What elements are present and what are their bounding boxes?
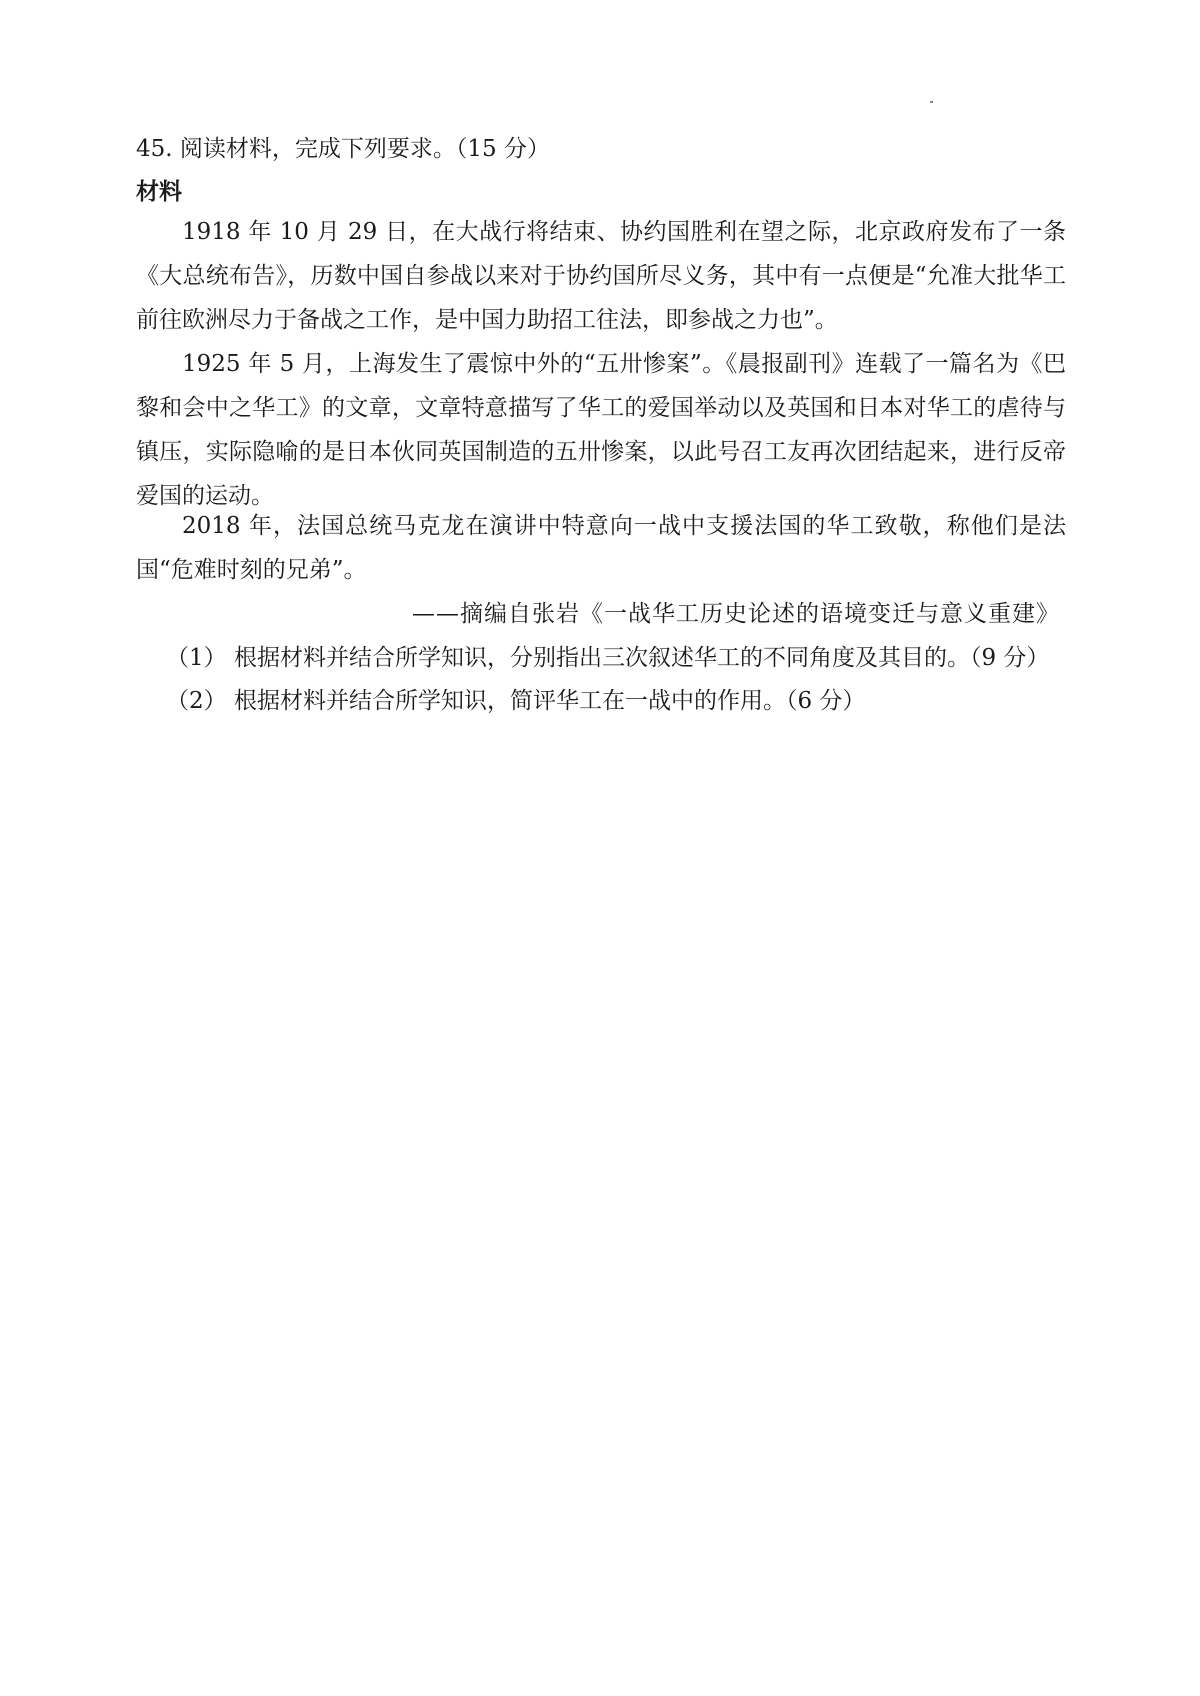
material-paragraph-2: 1925 年 5 月，上海发生了震惊中外的“五卅惨案”。《晨报副刊》连载了一篇名为《巴黎和会中之华工》的文章，文章特意描写了华工的爱国举动以及英国和日本对华工的虐待与镇压，实际隐喻的是日本伙同英国制造的五卅惨案，以此号召工友再次团结起来，进行反帝爱国的运动。 [136,351,1066,509]
scan-speck [930,101,933,103]
material-label: 材料 [136,179,182,205]
sub-question-2: （2） 根据材料并结合所学知识，简评华工在一战中的作用。（6 分） [166,688,866,714]
material-source: ——摘编自张岩《一战华工历史论述的语境变迁与意义重建》 [412,601,1060,627]
material-paragraph-1: 1918 年 10 月 29 日，在大战行将结束、协约国胜利在望之际，北京政府发布了一条《大总统布告》，历数中国自参战以来对于协约国所尽义务，其中有一点便是“允准大批华工前往欧洲尽力于备战之工作，是中国力助招工往法，即参战之力也”。 [136,219,1066,333]
sub-question-1: （1） 根据材料并结合所学知识，分别指出三次叙述华工的不同角度及其目的。（9 分） [166,645,1050,671]
material-paragraph-3: 2018 年，法国总统马克龙在演讲中特意向一战中支援法国的华工致敬，称他们是法国“危难时刻的兄弟”。 [136,513,1066,583]
question-title: 45. 阅读材料，完成下列要求。（15 分） [136,136,550,162]
